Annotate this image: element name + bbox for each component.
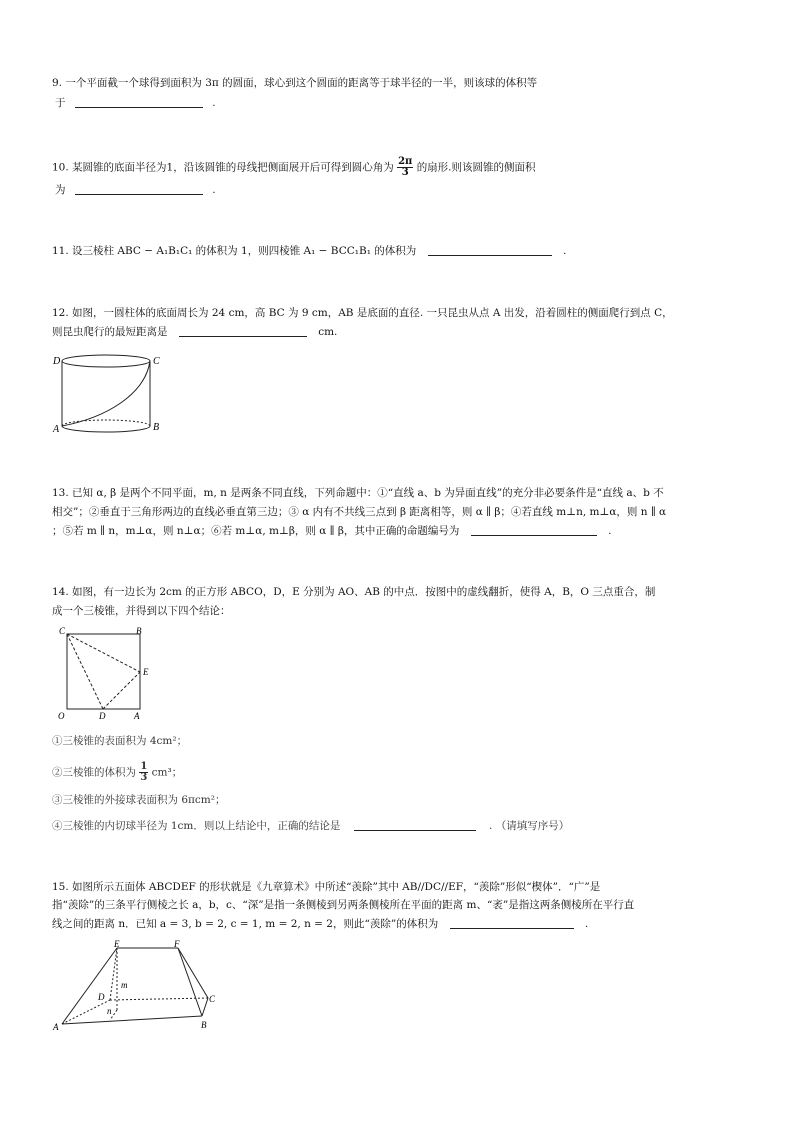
q11-line1-prefix: 11. 设三棱柱 ABC − A₁B₁C₁ 的体积为 1，则四棱锥 A₁ − BCC₁B₁ 的体积为 [52,245,417,257]
q12-line1: 12. 如图，一圆柱体的底面周长为 24 cm，高 BC 为 9 cm，AB 是底面的直径. 一只昆虫从点 A 出发，沿着圆柱的侧面爬行到点 C， [52,307,673,319]
q13-line1: 13. 已知 α, β 是两个不同平面，m, n 是两条不同直线，下列命题中：①“直线 a、b 为异面直线”的充分非必要条件是“直线 a、b 不 [52,487,664,499]
q14-fold-de [103,672,140,709]
q14-fold-ce [67,634,140,672]
q14-c2-suffix: cm³； [151,766,183,779]
q14-line1: 14. 如图，有一边长为 2cm 的正方形 ABCO，D，E 分别为 AO、AB 的中点．按图中的虚线翻折，使得 A，B，O 三点重合，制 [52,586,656,598]
q12-label-a: A [53,424,60,435]
q14-c2-den: 3 [140,772,148,783]
q14-c4-prefix: ④三棱锥的内切球半径为 1cm．则以上结论中，正确的结论是 [52,820,341,832]
q14-label-o: O [58,711,65,721]
q15-line1: 15. 如图所示五面体 ABCDEF 的形状就是《九章算术》中所述“羡除”其中 AB//DC//EF，“羡除”形似“楔体”．“广”是 [52,881,601,893]
q15-label-d: D [98,992,105,1002]
q14-label-d: D [99,711,106,721]
q14-conclusion-1: ①三棱锥的表面积为 4cm²； [52,735,188,747]
q12-insect-path [62,361,150,426]
q15-answer-blank[interactable] [450,917,574,929]
q12-answer-blank[interactable] [179,325,307,337]
q11-line1 [52,244,566,258]
q14-label-b: B [136,626,142,636]
q14-conclusion-4 [52,819,569,833]
q9-answer-blank[interactable] [75,96,203,108]
q15-label-a: A [53,1022,59,1032]
q15-label-c: C [209,994,216,1004]
q15-edge-dc [110,998,208,1000]
q14-line2: 成一个三棱锥，并得到以下四个结论： [52,605,231,617]
q12-label-d: D [53,356,61,367]
q15-line3 [52,917,588,931]
q14-conclusion-3: ③三棱锥的外接球表面积为 6πcm²； [52,794,226,806]
q15-line3-prefix: 线之间的距离 n．已知 a = 3, b = 2, c = 1, m = 2, n = 2，则此“羡除”的体积为 [52,918,439,930]
q12-bottom-front-arc [62,426,150,432]
q9-line2 [55,96,216,110]
q15-label-b: B [201,1020,207,1030]
q10-fraction [397,157,413,178]
q12-line2-prefix: 则昆虫爬行的最短距离是 [52,326,168,338]
q14-label-c: C [59,626,66,636]
q13-line3-prefix: ；⑤若 m ∥ n，m⊥α，则 n⊥α；⑥若 m⊥α, m⊥β，则 α ∥ β，其中正确的命题编号为 [52,525,460,537]
q10-line1-prefix: 10. 某圆锥的底面半径为1，沿该圆锥的母线把侧面展开后可得到圆心角为 [52,161,394,174]
q14-label-e: E [143,667,149,677]
q12-top-ellipse [62,355,150,367]
q12-cylinder-figure [50,350,170,435]
q15-label-n: n [107,1006,112,1016]
q10-fraction-num: 2π [398,156,413,167]
q10-line2 [55,183,216,197]
q15-line2: 指“羡除”的三条平行侧棱之长 a，b，c、“深”是指一条侧棱到另两条侧棱所在平面的距离 m、“袤”是指这两条侧棱所在平行直 [52,899,635,911]
q14-square [67,634,140,709]
q15-edge-ab [62,1016,202,1024]
q11-answer-blank[interactable] [428,244,552,256]
q14-c2-num: 1 [140,761,148,772]
q10-fraction-den: 3 [401,167,409,178]
q13-line3 [52,524,611,538]
q10-line1 [52,157,536,178]
q12-label-b: B [153,422,160,433]
q15-label-m: m [121,980,128,990]
q10-line1-suffix: 的扇形.则该圆锥的侧面积 [416,161,536,174]
q15-label-f: F [174,939,180,949]
q14-c4-suffix: . （请填写序号） [489,820,570,832]
q14-c2-fraction [139,762,148,783]
q15-edge-cb [202,998,208,1016]
q15-edge-ad [62,1000,110,1024]
q10-line2-prefix: 为 [55,184,66,196]
q9-line2-suffix: . [212,97,216,109]
q10-answer-blank[interactable] [75,183,203,195]
q15-label-e: E [114,939,120,949]
q14-conclusion-2 [52,762,182,783]
q13-line2: 相交”；②垂直于三角形两边的直线必垂直第三边；③ α 内有不共线三点到 β 距离相等，则 α ∥ β；④若直线 m⊥n, m⊥α，则 n ∥ α [52,506,667,518]
q12-line2 [52,325,337,339]
q13-answer-blank[interactable] [471,524,597,536]
q9-line2-prefix: 于 [55,97,66,109]
q13-line3-suffix: . [608,525,612,537]
q14-square-figure [56,624,156,724]
q14-c2-prefix: ②三棱锥的体积为 [52,766,136,779]
q12-label-c: C [153,356,160,367]
q14-fold-cd [67,634,103,709]
q9-line1: 9. 一个平面截一个球得到面积为 3π 的圆面，球心到这个圆面的距离等于球半径的一半，则该球的体积等 [52,77,538,89]
q10-line2-suffix: . [212,184,216,196]
q12-line2-suffix: cm. [318,326,338,338]
q15-line3-suffix: . [584,918,589,930]
q14-label-a: A [134,711,140,721]
q14-answer-blank[interactable] [354,819,476,831]
q11-line1-suffix: . [562,245,567,257]
q15-solid-figure [50,938,230,1034]
